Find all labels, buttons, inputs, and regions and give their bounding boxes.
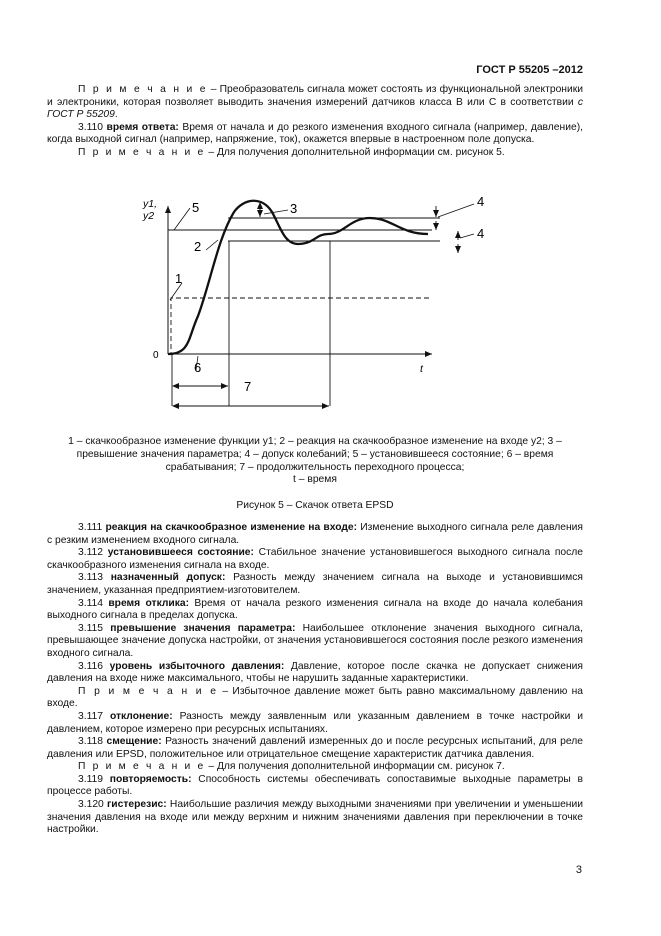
term-definition: Разность между значением сигнала на выходе и установившимся значением, указанная предприятием-изготовителем. [47,572,583,596]
term-name: смещение: [106,736,162,748]
leader-3 [264,210,288,214]
term-number: 3.114 [78,597,109,609]
y-axis-label-2: y2 [143,210,155,222]
note-label: П р и м е ч а н и е [78,84,208,95]
page-number: 3 [575,864,582,876]
note-text: – Для получения дополнительной информации см. рисунок 5. [205,146,505,158]
term-3-116 [47,661,583,686]
time-axis-label: t [420,363,423,375]
leader-5 [174,208,190,230]
term-3-113 [47,572,583,597]
term-name: превышение значения параметра: [110,622,296,634]
y-axis-label-1: y1, [143,198,158,210]
label-1: 1 [175,271,183,286]
note-2 [47,147,583,160]
terms-block [47,522,583,837]
document-header-id: ГОСТ Р 55205 –2012 [476,64,583,76]
note-reference: с ГОСТ Р 55209 [47,96,583,121]
term-name: реакция на скачкообразное изменение на входе: [105,522,358,533]
term-definition: Давление, которое после скачка не допускает снижения давления на входе ниже максимального, чтобы не нарушить заданные характеристики. [47,660,583,685]
step-input-curve [168,298,432,354]
note-label: П р и м е ч а н и е [78,761,206,773]
term-definition: Способность системы обеспечивать сопоставимые выходные параметры в процессе работы. [47,773,583,798]
leader-2 [206,240,218,250]
term-definition: Время от начала резкого изменения сигнала на входе до начала колебания выходного сигнала в пределах допуска. [47,597,583,622]
term-definition: Наибольшие различия между выходными значениями при увеличении и уменьшении значения давления на входе или между верхним и нижним значениями давления при переключении в точке настройки. [47,799,583,836]
term-number: 3.110 [78,121,107,133]
note-4 [47,761,583,774]
origin-label: 0 [153,350,159,361]
term-3-119 [47,774,583,799]
term-3-117 [47,711,583,736]
term-3-120 [47,799,583,837]
term-name: установившееся состояние: [107,547,254,559]
step-response-figure [140,188,520,416]
leader-4b [460,234,474,238]
term-number: 3.117 [78,710,110,722]
term-3-114 [47,598,583,623]
term-name: уровень избыточного давления: [109,660,285,672]
term-definition: Изменение выходного сигнала реле давления с резким изменением входного сигнала. [47,522,583,546]
term-number: 3.119 [78,773,110,785]
note-label: П р и м е ч а н и е [78,685,219,697]
term-3-111 [47,522,583,547]
legend-time: t – время [293,474,337,486]
term-name: повторяемость: [109,773,192,785]
note-1 [47,84,583,122]
note-text: – Избыточное давление может быть равно максимальному давлению на входе. [47,685,583,710]
label-6: 6 [194,360,202,375]
leader-4a [438,204,474,217]
term-name: время отклика: [108,597,190,609]
label-2: 2 [194,239,202,254]
note-end: . [114,109,118,121]
label-4a: 4 [477,194,485,209]
label-5: 5 [192,200,200,215]
term-3-110 [47,122,583,147]
term-definition: Разность между заявленным или указанным давлением в точке настройки и давлением, которое измерено при ресурсных испытаниях. [47,710,583,735]
term-3-118 [47,736,583,761]
term-number: 3.116 [78,660,110,672]
term-name: назначенный допуск: [110,572,226,584]
term-3-115 [47,623,583,661]
top-text-block [47,84,583,160]
term-definition: Время от начала и до резкого изменения входного сигнала (например, давление), когда выходной сигнал (например, напряжение, ток), окажется впервые в настроенном поле допуска. [47,121,583,146]
term-definition: Наибольшее отклонение значения выходного сигнала, превышающее значение допуска настройки, от значения установившегося состояния после резкого изменения входного сигнала. [47,622,583,659]
term-number: 3.120 [78,799,107,811]
term-3-112 [47,547,583,572]
figure-legend [47,436,583,487]
term-name: отклонение: [109,710,173,722]
note-3 [47,686,583,711]
term-number: 3.113 [78,572,111,584]
note-label: П р и м е ч а н и е [78,146,206,158]
term-number: 3.115 [78,622,111,634]
label-7: 7 [244,379,252,394]
term-definition: Стабильное значение установившегося выходного сигнала после скачкообразного изменения сигнала на входе. [47,547,583,571]
term-number: 3.112 [78,547,108,559]
term-name: время ответа: [106,121,179,133]
term-number: 3.118 [78,736,107,748]
term-definition: Разность значений давлений измеренных до и после ресурсных испытаний, для реле давления или EPSD, положительное или отрицательное смещение характеристик датчика давления. [47,736,583,760]
label-4b: 4 [477,226,485,241]
label-3: 3 [290,201,298,216]
note-text: – Для получения дополнительной информации см. рисунок 7. [205,761,505,773]
figure-title: Рисунок 5 – Скачок ответа EPSD [236,500,394,511]
note-text: – Преобразователь сигнала может состоять из функциональной электроники и электроники, которая позволяет выводить значения измерений датчиков класса В или С в соответствии [47,84,583,108]
response-curve [168,201,428,354]
term-number: 3.111 [78,522,106,533]
legend-text: 1 – скачкообразное изменение функции y1; 2 – реакция на скачкообразное изменение на входе y2; 3 – превышение значения параметра; 4 – допуск колебаний; 5 – установившееся состояние; 6 – время срабатывания; 7 – продолжительность переходного процесса; [68,436,562,473]
term-name: гистерезис: [106,799,167,811]
